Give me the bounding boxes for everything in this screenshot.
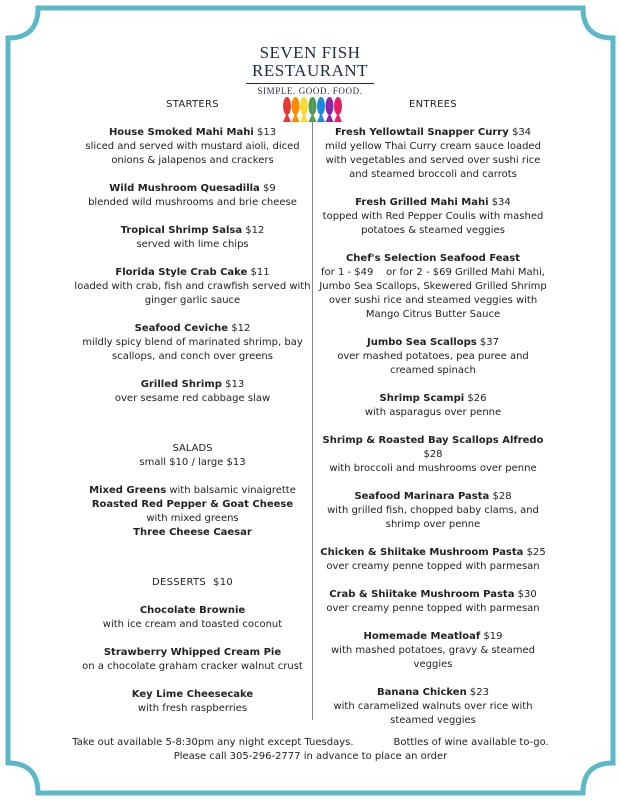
menu-item xyxy=(318,392,548,420)
left-column xyxy=(70,98,315,730)
item-price: $34 xyxy=(511,127,532,138)
menu-item xyxy=(70,182,315,210)
restaurant-logo xyxy=(240,44,380,96)
salad-item xyxy=(70,498,315,526)
item-desc: over sesame red cabbage slaw xyxy=(114,393,271,404)
menu-item xyxy=(318,336,548,378)
item-name: Fresh Grilled Mahi Mahi xyxy=(355,197,489,208)
item-name: Tropical Shrimp Salsa xyxy=(120,225,243,236)
logo-name-line1: SEVEN FISH xyxy=(259,43,361,62)
item-name: Mixed Greens xyxy=(89,485,167,496)
item-desc: with asparagus over penne xyxy=(364,407,502,418)
item-name: Chef's Selection Seafood Feast xyxy=(345,253,521,264)
item-desc: blended wild mushrooms and brie cheese xyxy=(88,197,297,208)
item-name: Florida Style Crab Cake xyxy=(115,267,248,278)
item-price: $11 xyxy=(250,267,270,278)
item-name: Homemade Meatloaf xyxy=(363,631,481,642)
item-name: Chocolate Brownie xyxy=(139,605,246,616)
menu-item xyxy=(70,604,315,632)
menu-item xyxy=(70,126,315,168)
wine-note: Bottles of wine available to-go. xyxy=(393,737,549,748)
item-desc: with mixed greens xyxy=(146,513,239,524)
item-name: Roasted Red Pepper & Goat Cheese xyxy=(91,499,294,510)
menu-item xyxy=(318,630,548,672)
item-desc: on a chocolate graham cracker walnut crust xyxy=(82,661,303,672)
logo-tagline: SIMPLE. GOOD. FOOD. xyxy=(257,86,363,96)
item-price: $28 xyxy=(492,491,512,502)
item-price: $30 xyxy=(517,589,537,600)
footer-call-note: Please call 305-296-2777 in advance to place an order xyxy=(173,751,448,762)
item-desc: with caramelized walnuts over rice with steamed veggies xyxy=(333,701,533,726)
item-desc: sliced and served with mustard aioli, diced onions & jalapenos and crackers xyxy=(85,141,300,166)
menu-item xyxy=(318,196,548,238)
menu-item xyxy=(318,546,548,574)
item-desc: with balsamic vinaigrette xyxy=(169,485,296,496)
footer-line-1 xyxy=(0,736,621,750)
logo-name-line2: RESTAURANT xyxy=(251,61,369,80)
menu-item xyxy=(70,224,315,252)
item-desc: over mashed potatoes, pea puree and creamed spinach xyxy=(337,351,529,376)
item-name: Fresh Yellowtail Snapper Curry xyxy=(334,127,509,138)
item-price: $26 xyxy=(467,393,487,404)
item-desc: with fresh raspberries xyxy=(137,703,248,714)
item-price: $23 xyxy=(469,687,489,698)
menu-item xyxy=(318,434,548,476)
menu-item xyxy=(318,252,548,322)
item-price: $9 xyxy=(263,183,276,194)
item-name: Seafood Marinara Pasta xyxy=(354,491,490,502)
item-desc: over creamy penne topped with parmesan xyxy=(326,603,540,614)
starters-heading: STARTERS xyxy=(166,99,219,110)
item-name: Seafood Ceviche xyxy=(134,323,229,334)
menu-item xyxy=(318,490,548,532)
item-desc: for 1 - $49 or for 2 - $69 Grilled Mahi Mahi, Jumbo Sea Scallops, Skewered Grilled Shrimp over sushi rice and steamed veggies with Mango Citrus Butter Sauce xyxy=(319,267,550,320)
item-desc: topped with Red Pepper Coulis with mashed potatoes & steamed veggies xyxy=(322,211,544,236)
item-name: Wild Mushroom Quesadilla xyxy=(109,183,260,194)
item-name: Chicken & Shiitake Mushroom Pasta xyxy=(320,547,524,558)
item-name: Shrimp & Roasted Bay Scallops Alfredo xyxy=(322,435,544,446)
menu-item xyxy=(318,588,548,616)
desserts-heading: DESSERTS $10 xyxy=(151,577,234,588)
item-desc: with ice cream and toasted coconut xyxy=(102,619,283,630)
takeout-note: Take out available 5-8:30pm any night except Tuesdays. xyxy=(72,737,354,748)
item-price: $28 xyxy=(423,449,443,460)
item-name: Key Lime Cheesecake xyxy=(131,689,254,700)
menu-item xyxy=(70,646,315,674)
item-price: $13 xyxy=(256,127,277,138)
salads-sizes: small $10 / large $13 xyxy=(139,457,246,468)
item-price: $12 xyxy=(231,323,251,334)
item-price: $13 xyxy=(225,379,245,390)
item-desc: loaded with crab, fish and crawfish served with ginger garlic sauce xyxy=(74,281,311,306)
salad-item xyxy=(70,484,315,498)
salad-item xyxy=(70,526,315,540)
item-name: Grilled Shrimp xyxy=(140,379,222,390)
menu-item xyxy=(318,686,548,728)
item-name: Jumbo Sea Scallops xyxy=(367,337,477,348)
menu-item xyxy=(70,266,315,308)
item-price: $19 xyxy=(483,631,503,642)
item-desc: over creamy penne topped with parmesan xyxy=(326,561,540,572)
item-desc: mild yellow Thai Curry cream sauce loaded with vegetables and served over sushi rice and steamed broccoli and carrots xyxy=(325,141,541,180)
item-price: $37 xyxy=(479,337,499,348)
item-desc: with grilled fish, chopped baby clams, and shrimp over penne xyxy=(327,505,539,530)
item-desc: served with lime chips xyxy=(136,239,249,250)
menu-item xyxy=(70,378,315,406)
entrees-heading: ENTREES xyxy=(409,99,457,110)
item-desc: with broccoli and mushrooms over penne xyxy=(329,463,537,474)
salads-heading: SALADS xyxy=(172,443,213,454)
item-name: Three Cheese Caesar xyxy=(133,527,252,538)
item-name: Strawberry Whipped Cream Pie xyxy=(103,647,282,658)
right-column xyxy=(318,98,548,742)
item-price: $34 xyxy=(491,197,511,208)
item-price: $25 xyxy=(526,547,546,558)
item-name: Shrimp Scampi xyxy=(379,393,465,404)
menu-item xyxy=(318,126,548,182)
menu-item xyxy=(70,688,315,716)
item-price: $12 xyxy=(245,225,265,236)
item-name: House Smoked Mahi Mahi xyxy=(108,127,254,138)
logo-rule xyxy=(246,83,374,84)
item-desc: with mashed potatoes, gravy & steamed veggies xyxy=(331,645,535,670)
item-desc: mildly spicy blend of marinated shrimp, bay scallops, and conch over greens xyxy=(82,337,303,362)
menu-item xyxy=(70,322,315,364)
item-name: Crab & Shiitake Mushroom Pasta xyxy=(329,589,515,600)
item-name: Banana Chicken xyxy=(377,687,467,698)
